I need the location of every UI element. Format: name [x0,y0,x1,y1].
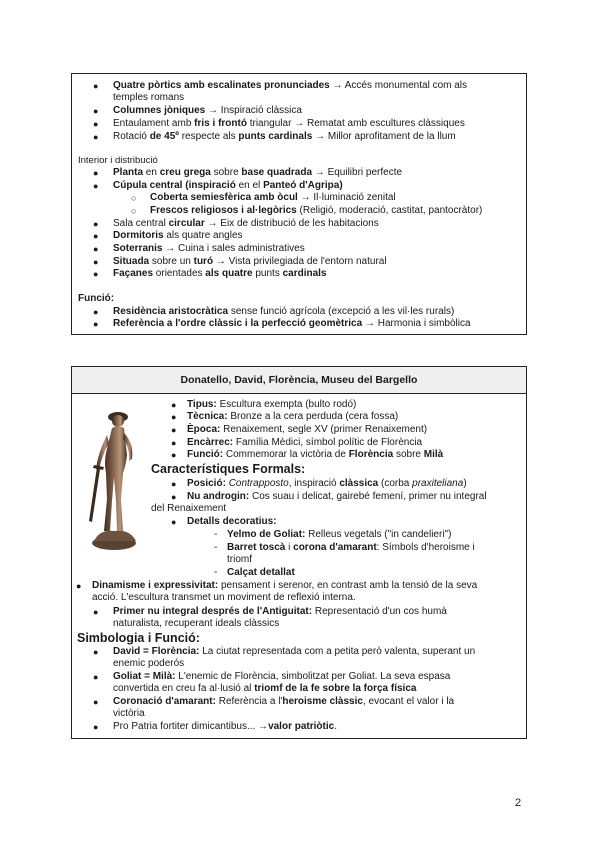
bullet-icon: ● [171,438,177,448]
bullet-icon: ● [93,81,99,91]
text-line: Posició: Contrapposto, inspiració clàssica (corba praxiteliana) [187,478,467,489]
text-line: Època: Renaixement, segle XV (primer Renaixement) [187,424,428,435]
text-line: Pro Patria fortiter dimicantibus... →valor patriòtic. [113,721,337,732]
bullet-icon: ● [93,244,99,254]
bullet-icon: ● [76,581,82,591]
text-line: Frescos religiosos i al·legòrics (Religió, moderació, castitat, pantocràtor) [150,205,483,216]
section-label: Interior i distribució [78,155,158,166]
text-line: Soterranis → Cuina i sales administratives [113,243,305,254]
funcio-heading: Funció: [78,293,115,304]
text-line: Quatre pòrtics amb escalinates pronunciades → Accés monumental com als [113,80,468,91]
bullet-icon: ● [93,168,99,178]
text-line: David = Florència: La ciutat representada com a petita però valenta, superant un [113,646,476,657]
bullet-icon: ● [171,412,177,422]
dash-icon: - [214,542,218,553]
text-line: enemic poderós [113,658,185,669]
text-line: Tècnica: Bronze a la cera perduda (cera fossa) [187,411,399,422]
symbol-heading: Simbologia i Funció: [77,631,200,645]
bullet-icon: ● [93,607,99,617]
text-line: naturalista, recuperant ideals clàssics [113,618,280,629]
text-line: Referència a l'ordre clàssic i la perfecció geomètrica → Harmonia i simbòlica [113,318,471,329]
bullet-icon: ● [93,672,99,682]
text-line: Planta en creu grega sobre base quadrada → Equilibri perfecte [113,167,403,178]
bullet-icon: ● [171,450,177,460]
bullet-icon: ● [171,479,177,489]
text-line: Coronació d'amarant: Referència a l'heroisme clàssic, evocant el valor i la [113,696,455,707]
text-line: del Renaixement [151,503,227,514]
bullet-icon: ● [93,106,99,116]
david-section-title: Donatello, David, Florència, Museu del Bargello [72,367,526,394]
text-line: Coberta semiesfèrica amb òcul → Il·luminació zenital [150,192,396,203]
bullet-icon: ● [93,231,99,241]
text-line: Rotació de 45º respecte als punts cardinals → Millor aprofitament de la llum [113,131,456,142]
bullet-icon: ● [93,257,99,267]
text-line: temples romans [113,92,185,103]
bullet-icon: ● [93,722,99,732]
bullet-icon: ● [171,400,177,410]
text-line: Façanes orientades als quatre punts cardinals [113,268,327,279]
bullet-icon: ● [93,319,99,329]
bullet-icon: ● [93,219,99,229]
page-number: 2 [515,797,522,809]
bullet-icon: ● [93,132,99,142]
bullet-icon: ● [93,697,99,707]
text-line: Goliat = Milà: L'enemic de Florència, simbolitzat per Goliat. La seva espasa [113,671,451,682]
text-line: Columnes jòniques → Inspiració clàssica [113,105,302,116]
text-line: victòria [113,708,145,719]
text-line: Barret toscà i corona d'amarant: Símbols d'heroisme i [227,542,475,553]
text-line: Residència aristocràtica sense funció agrícola (excepció a les vil·les rurals) [113,306,455,317]
text-line: Tipus: Escultura exempta (bulto rodó) [187,399,357,410]
bullet-icon: ● [171,425,177,435]
dash-icon: - [214,567,218,578]
text-line: Encàrrec: Família Mèdici, símbol polític de Florència [187,437,423,448]
dash-icon: - [214,529,218,540]
bullet-icon: ● [171,492,177,502]
text-line: Calçat detallat [227,567,295,578]
bullet-icon: ● [93,307,99,317]
formal-heading: Característiques Formals: [151,462,306,476]
bullet-icon: ● [93,119,99,129]
bullet-icon: ● [93,647,99,657]
bullet-icon: ● [93,269,99,279]
text-line: Primer nu integral després de l'Antiguitat: Representació d'un cos humà [113,606,447,617]
text-line: acció. L'escultura transmet un moviment de reflexió interna. [92,592,356,603]
bullet-icon: ● [93,181,99,191]
text-line: Funció: Commemorar la victòria de Florència sobre Milà [187,449,444,460]
text-line: triomf [227,554,252,565]
circle-bullet-icon: ○ [131,206,137,216]
text-line: Situada sobre un turó → Vista privilegiada de l'entorn natural [113,256,387,267]
text-line: Sala central circular → Eix de distribució de les habitacions [113,218,379,229]
text-line: Dinamisme i expressivitat: pensament i serenor, en contrast amb la tensió de la seva [92,580,478,591]
text-line: Detalls decoratius: [187,516,277,527]
text-line: Nu androgin: Cos suau i delicat, gairebé femení, primer nu integral [187,491,487,502]
text-line: Cúpula central (inspiració en el Panteó d'Agripa) [113,180,343,191]
text-line: convertida en creu fa al·lusió al triomf de la fe sobre la força física [113,683,417,694]
text-line: Entaulament amb fris i frontó triangular → Rematat amb escultures clàssiques [113,118,465,129]
bullet-icon: ● [171,517,177,527]
text-line: Yelmo de Goliat: Relleus vegetals ("in candelieri") [227,529,452,540]
circle-bullet-icon: ○ [131,193,137,203]
david-statue-image [80,403,148,553]
text-line: Dormitoris als quatre angles [113,230,243,241]
